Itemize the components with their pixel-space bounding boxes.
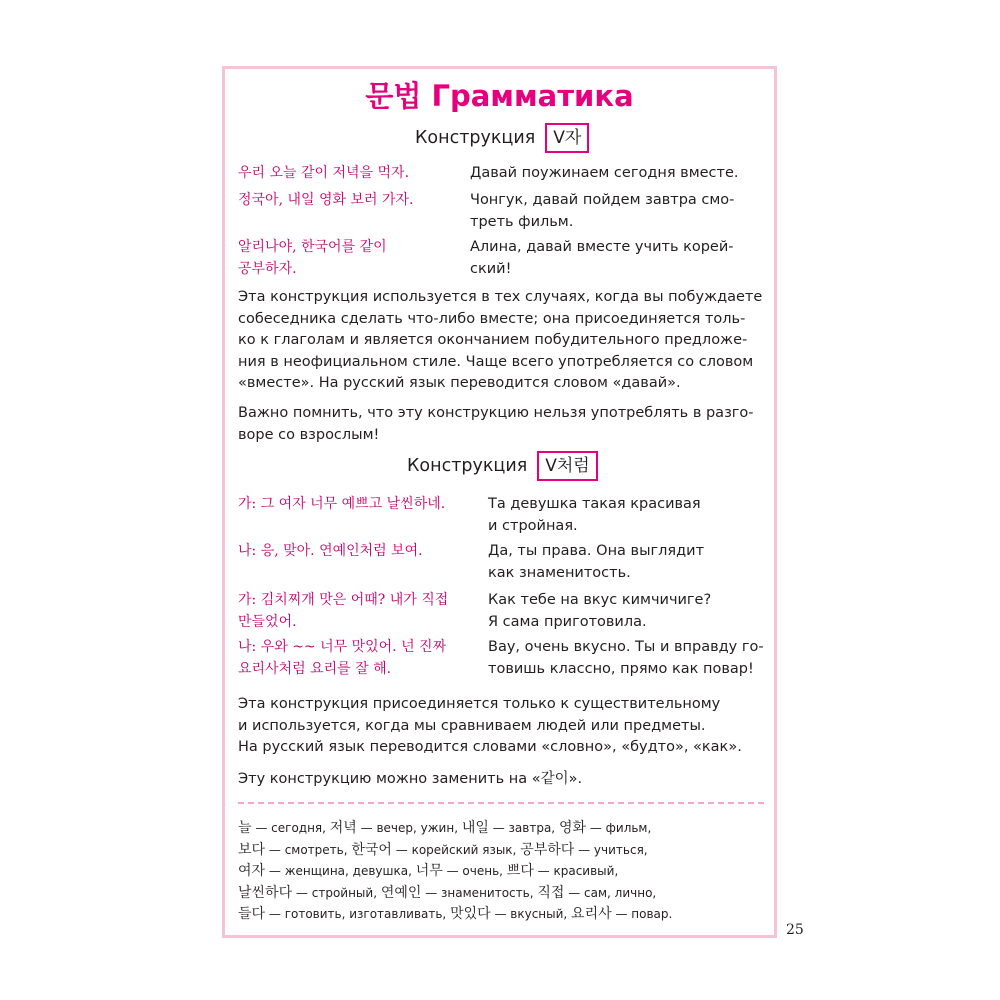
construction-heading-1 [415,123,589,153]
vocab-line: 들다 — готовить, изготавливать, 맛있다 — вкусный, 요리사 — повар. [238,906,673,922]
construction-label: Конструкция [407,456,528,476]
note-paragraph: Эту конструкцию можно заменить на «같이». [238,771,583,787]
example-russian: Вау, очень вкусно. Ты и вправду го- товишь классно, прямо как повар! [488,639,764,677]
vocab-line: 늘 — сегодня, 저녁 — вечер, ужин, 내일 — завтра, 영화 — фильм, [238,820,652,836]
example-russian: Алина, давай вместе учить корей- ский! [470,239,734,277]
page-title: 문법 Грамматика [365,79,634,113]
explanation-paragraph: Эта конструкция присоединяется только к существительному и используется, когда мы сравниваем людей или предметы. На русский язык переводится словами «словно», «будто», «как». [238,696,742,755]
example-russian: Да, ты права. Она выглядит как знаменитость. [488,543,705,581]
construction-heading-2 [407,451,598,481]
example-russian: Та девушка такая красивая и стройная. [488,496,701,534]
example-korean: 정국아, 내일 영화 보러 가자. [238,192,414,208]
note-paragraph: Важно помнить, что эту конструкцию нельзя употреблять в разго- воре со взрослым! [238,405,754,443]
example-korean: 나: 응, 맞아. 연예인처럼 보여. [238,543,423,559]
vocab-line: 보다 — смотреть, 한국어 — корейский язык, 공부하다 — учиться, [238,841,648,858]
pattern-box: V처럼 [537,451,597,481]
example-russian: Как тебе на вкус кимчичиге? Я сама приготовила. [488,592,712,630]
vocab-line: 여자 — женщина, девушка, 너무 — очень, 쁘다 — красивый, [238,863,619,879]
vocab-line: 날씬하다 — стройный, 연예인 — знаменитость, 직접 — сам, лично, [238,884,657,901]
construction-label: Конструкция [415,128,536,148]
example-korean: 우리 오늘 같이 저녁을 먹자. [238,165,410,181]
vocabulary-list [238,818,672,926]
pattern-box: V자 [545,123,589,153]
example-korean: 가: 김치찌개 맛은 어때? 내가 직접 만들었어. [238,592,449,630]
example-russian: Давай поужинаем сегодня вместе. [470,165,739,181]
page-number: 25 [786,922,804,938]
example-korean: 알리나야, 한국어를 같이 공부하자. [238,239,387,277]
explanation-paragraph: Эта конструкция используется в тех случаях, когда вы побуждаете собеседника сделать что-либо вместе; она присоединяется толь- ко к глаголам и является окончанием побудительного предложе- ния в неофициальном стиле. Чаще всего употребляется со словом «вместе». На русский язык переводится словом «давай». [238,289,763,391]
example-russian: Чонгук, давай пойдем завтра смо- треть фильм. [470,192,735,230]
example-korean: 가: 그 여자 너무 예쁘고 날씬하네. [238,496,446,512]
dashed-divider [238,802,764,804]
example-korean: 나: 우와 ~~ 너무 맛있어. 넌 진짜 요리사처럼 요리를 잘 해. [238,639,447,677]
